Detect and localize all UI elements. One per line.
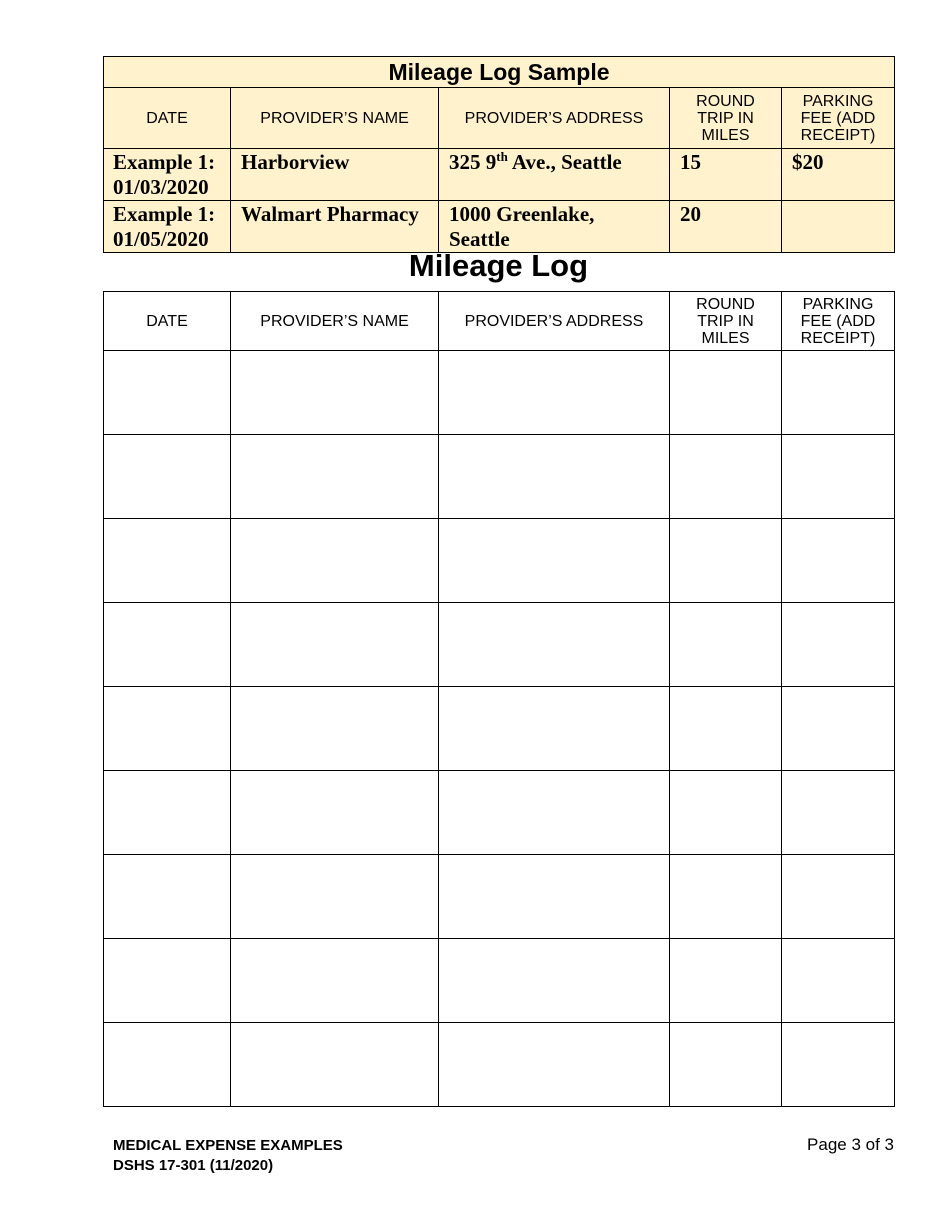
log-miles-field[interactable] [670, 435, 782, 519]
sample-fee-cell: $20 [782, 149, 895, 201]
log-entry-row[interactable] [104, 855, 895, 939]
sample-header-provider-name: PROVIDER’S NAME [231, 88, 439, 149]
log-header-date: DATE [104, 292, 231, 351]
sample-date-cell: Example 1: 01/05/2020 [104, 201, 231, 253]
mileage-log-table [103, 291, 895, 1107]
form-footer [113, 1136, 343, 1176]
sample-date-cell: Example 1: 01/03/2020 [104, 149, 231, 201]
address-ordinal-suffix: th [496, 149, 508, 164]
mileage-log-sample-table [103, 56, 895, 253]
log-date-field[interactable] [104, 855, 231, 939]
table-row [104, 201, 895, 253]
log-parking-fee-field[interactable] [782, 771, 895, 855]
log-date-field[interactable] [104, 351, 231, 435]
sample-name-cell: Harborview [231, 149, 439, 201]
sample-miles-cell: 15 [670, 149, 782, 201]
sample-miles-cell: 20 [670, 201, 782, 253]
form-title: MEDICAL EXPENSE EXAMPLES [113, 1137, 343, 1154]
log-miles-field[interactable] [670, 1023, 782, 1107]
table-row [104, 149, 895, 201]
log-header-round-trip: ROUND TRIP IN MILES [670, 292, 782, 351]
log-provider-name-field[interactable] [231, 687, 439, 771]
log-provider-address-field[interactable] [439, 687, 670, 771]
log-provider-address-field[interactable] [439, 435, 670, 519]
log-entry-row[interactable] [104, 939, 895, 1023]
log-entry-row[interactable] [104, 1023, 895, 1107]
log-miles-field[interactable] [670, 351, 782, 435]
log-provider-name-field[interactable] [231, 855, 439, 939]
log-provider-address-field[interactable] [439, 855, 670, 939]
sample-title: Mileage Log Sample [104, 57, 895, 88]
log-entry-row[interactable] [104, 687, 895, 771]
log-parking-fee-field[interactable] [782, 687, 895, 771]
log-provider-name-field[interactable] [231, 435, 439, 519]
log-date-field[interactable] [104, 939, 231, 1023]
log-provider-name-field[interactable] [231, 603, 439, 687]
log-parking-fee-field[interactable] [782, 1023, 895, 1107]
log-date-field[interactable] [104, 603, 231, 687]
log-provider-name-field[interactable] [231, 771, 439, 855]
log-parking-fee-field[interactable] [782, 435, 895, 519]
address-street: Ave., Seattle [507, 150, 622, 174]
log-provider-address-field[interactable] [439, 939, 670, 1023]
log-entry-row[interactable] [104, 603, 895, 687]
sample-header-parking-fee: PARKING FEE (ADD RECEIPT) [782, 88, 895, 149]
log-miles-field[interactable] [670, 939, 782, 1023]
log-header-provider-address: PROVIDER’S ADDRESS [439, 292, 670, 351]
log-miles-field[interactable] [670, 603, 782, 687]
log-date-field[interactable] [104, 687, 231, 771]
log-parking-fee-field[interactable] [782, 351, 895, 435]
log-parking-fee-field[interactable] [782, 603, 895, 687]
sample-fee-cell [782, 201, 895, 253]
log-entry-row[interactable] [104, 519, 895, 603]
address-number: 325 9 [449, 150, 497, 174]
sample-address-cell [439, 149, 670, 201]
log-miles-field[interactable] [670, 771, 782, 855]
log-provider-name-field[interactable] [231, 351, 439, 435]
log-miles-field[interactable] [670, 519, 782, 603]
sample-address-cell: 1000 Greenlake, Seattle [439, 201, 670, 253]
log-provider-name-field[interactable] [231, 519, 439, 603]
log-provider-name-field[interactable] [231, 939, 439, 1023]
log-provider-address-field[interactable] [439, 351, 670, 435]
log-date-field[interactable] [104, 435, 231, 519]
log-provider-address-field[interactable] [439, 1023, 670, 1107]
log-entry-row[interactable] [104, 771, 895, 855]
log-provider-address-field[interactable] [439, 603, 670, 687]
log-header-parking-fee: PARKING FEE (ADD RECEIPT) [782, 292, 895, 351]
log-miles-field[interactable] [670, 687, 782, 771]
log-header-provider-name: PROVIDER’S NAME [231, 292, 439, 351]
form-number: DSHS 17-301 (11/2020) [113, 1157, 274, 1174]
log-parking-fee-field[interactable] [782, 939, 895, 1023]
sample-header-date: DATE [104, 88, 231, 149]
sample-header-provider-address: PROVIDER’S ADDRESS [439, 88, 670, 149]
log-parking-fee-field[interactable] [782, 855, 895, 939]
sample-header-round-trip: ROUND TRIP IN MILES [670, 88, 782, 149]
log-provider-name-field[interactable] [231, 1023, 439, 1107]
log-provider-address-field[interactable] [439, 771, 670, 855]
log-parking-fee-field[interactable] [782, 519, 895, 603]
log-entry-row[interactable] [104, 351, 895, 435]
log-date-field[interactable] [104, 519, 231, 603]
log-provider-address-field[interactable] [439, 519, 670, 603]
sample-name-cell: Walmart Pharmacy [231, 201, 439, 253]
log-date-field[interactable] [104, 1023, 231, 1107]
mileage-log-title: Mileage Log [408, 248, 589, 283]
log-miles-field[interactable] [670, 855, 782, 939]
log-entry-row[interactable] [104, 435, 895, 519]
log-date-field[interactable] [104, 771, 231, 855]
page-number: Page 3 of 3 [807, 1135, 894, 1154]
